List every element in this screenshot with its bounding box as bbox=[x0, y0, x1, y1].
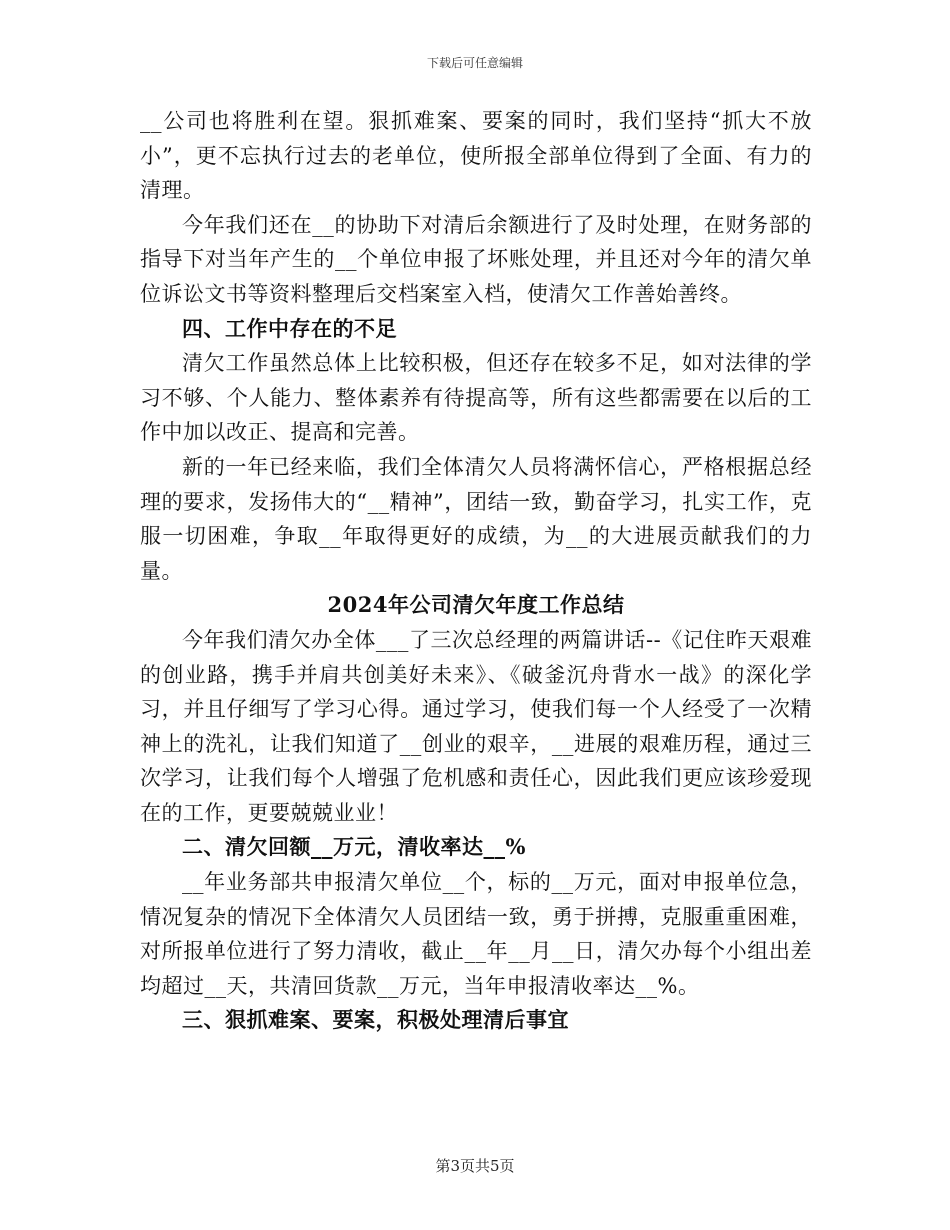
section-heading-2: 二、清欠回额__万元，清收率达__% bbox=[182, 834, 526, 860]
paragraph-6: __年业务部共申报清欠单位__个，标的__万元，面对申报单位急，情况复杂的情况下全体清欠人员团结一致，勇于拼搏，克服重重困难，对所报单位进行了努力清收，截止__年__月__日，清欠办每个小组出差均超过__天，共清回货款__万元，当年申报清收率达__%。 bbox=[140, 870, 812, 998]
paragraph-2: 今年我们还在__的协助下对清后余额进行了及时处理，在财务部的指导下对当年产生的__个单位申报了坏账处理，并且还对今年的清欠单位诉讼文书等资料整理后交档案室入档，使清欠工作善始善终。 bbox=[140, 212, 812, 306]
paragraph-3: 清欠工作虽然总体上比较积极，但还存在较多不足，如对法律的学习不够、个人能力、整体素养有待提高等，所有这些都需要在以后的工作中加以改正、提高和完善。 bbox=[140, 351, 812, 445]
document-title: 2024年公司清欠年度工作总结 bbox=[327, 592, 625, 618]
paragraph-5: 今年我们清欠办全体___了三次总经理的两篇讲话--《记住昨天艰难的创业路，携手并肩共创美好未来》、《破釜沉舟背水一战》的深化学习，并且仔细写了学习心得。通过学习，使我们每一个人经受了一次精神上的洗礼，让我们知道了__创业的艰辛，__进展的艰难历程，通过三次学习，让我们每个人增强了危机感和责任心，因此我们更应该珍爱现在的工作，更要兢兢业业！ bbox=[140, 627, 812, 825]
page-footer: 第3页共5页 bbox=[435, 1157, 515, 1175]
paragraph-1: __公司也将胜利在望。狠抓难案、要案的同时，我们坚持“抓大不放小”，更不忘执行过去的老单位，使所报全部单位得到了全面、有力的清理。 bbox=[140, 109, 812, 203]
paragraph-4: 新的一年已经来临，我们全体清欠人员将满怀信心，严格根据总经理的要求，发扬伟大的“__精神”，团结一致，勤奋学习，扎实工作，克服一切困难，争取__年取得更好的成绩，为__的大进展贡献我们的力量。 bbox=[140, 454, 812, 583]
document-body bbox=[140, 104, 812, 1038]
section-heading-4: 四、工作中存在的不足 bbox=[182, 315, 397, 341]
page-header: 下载后可任意编辑 bbox=[426, 56, 523, 70]
section-heading-3: 三、狠抓难案、要案，积极处理清后事宜 bbox=[182, 1007, 569, 1033]
